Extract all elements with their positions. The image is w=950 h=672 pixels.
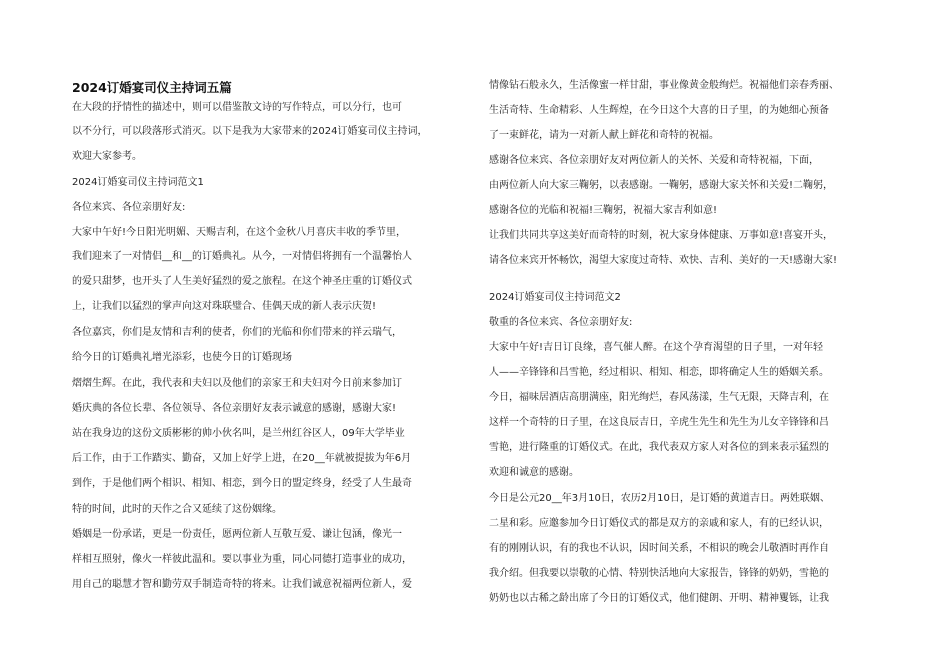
text-line: 欢迎和诚意的感谢。 [489, 467, 579, 478]
text-line: 上，让我们以猛烈的掌声向这对珠联璧合、佳偶天成的新人表示庆贺! [72, 301, 377, 312]
text-line: 给今日的订婚典礼增光添彩，也使今日的订婚现场 [72, 352, 292, 363]
text-line: 后工作，由于工作踏实、勤奋，又加上好学上进，在20__年就被提拔为年6月 [72, 453, 412, 464]
section-heading: 2024订婚宴司仪主持词范文2 [489, 292, 621, 303]
text-line: 到作，于是他们两个相识、相知、相恋，到今日的盟定终身，经受了人生最奇 [72, 478, 412, 489]
text-line: 各位嘉宾，你们是友情和吉利的使者，你们的光临和你们带来的祥云瑞气， [72, 327, 402, 338]
text-line: 我们迎来了一对情侣__和__的订婚典礼。从今，一对情侣将拥有一个温馨怡人 [72, 251, 412, 262]
text-line: 雪艳，进行隆重的订婚仪式。在此，我代表双方家人对各位的到来表示猛烈的 [489, 442, 829, 453]
text-line: 感谢各位来宾、各位亲朋好友对两位新人的关怀、关爱和奇特祝福，下面， [489, 155, 819, 166]
text-line: 今日，福味居酒店高朋满座，阳光绚烂，春风荡漾，生气无限，天降吉利，在 [489, 392, 829, 403]
text-line: 以不分行，可以段落形式消灭。以下是我为大家带来的2024订婚宴司仪主持词， [72, 126, 428, 137]
text-line: 婚庆典的各位长辈、各位领导、各位亲朋好友表示诚意的感谢，感谢大家! [72, 403, 397, 414]
text-line: 我介绍。但我要以崇敬的心情、特别快活地向大家报告，锋锋的奶奶，雪艳的 [489, 568, 829, 579]
text-line: 情像钻石般永久，生活像蜜一样甘甜，事业像黄金般绚烂。祝福他们亲春秀丽、 [489, 80, 839, 91]
text-line: 让我们共同共享这美好而奇特的时刻，祝大家身体健康、万事如意!喜宴开头， [489, 230, 834, 241]
text-line: 了一束鲜花，请为一对新人献上鲜花和奇特的祝福。 [489, 130, 719, 141]
section-heading: 2024订婚宴司仪主持词范文1 [72, 177, 204, 188]
text-line: 今日是公元20__年3月10日，农历2月10日，是订婚的黄道吉日。两姓联姻、 [489, 493, 830, 504]
text-line: 有的刚刚认识，有的我也不认识，因时间关系，不相识的晚会儿敬酒时再作自 [489, 543, 829, 554]
text-line: 生活奇特、生命精彩、人生辉煌，在今日这个大喜的日子里，的为她细心预备 [489, 105, 829, 116]
text-line: 二星和彩。应邀参加今日订婚仪式的都是双方的亲戚和家人，有的已经认识， [489, 518, 829, 529]
text-line: 在大段的抒情性的描述中，则可以借鉴散文诗的写作特点，可以分行，也可 [72, 102, 402, 113]
salutation: 各位来宾、各位亲朋好友: [72, 202, 186, 213]
text-line: 用自己的聪慧才智和勤劳双手制造奇特的将来。让我们诚意祝福两位新人，爱 [72, 579, 412, 590]
text-line: 请各位来宾开怀畅饮，渴望大家度过奇特、欢快、吉利、美好的一天!感谢大家! [489, 255, 838, 266]
text-line: 站在我身边的这份文质彬彬的帅小伙名叫，是兰州红谷区人，09年大学毕业 [72, 428, 405, 439]
text-line: 婚姻是一份承诺，更是一份责任，愿两位新人互敬互爱、谦让包涵，像光一 [72, 529, 402, 540]
text-line: 样相互照射，像火一样彼此温和。要以事业为重，同心同德打造事业的成功， [72, 554, 412, 565]
document-title: 2024订婚宴司仪主持词五篇 [72, 80, 232, 95]
text-line: 特的时间，此时的天作之合又延续了这份姻缘。 [72, 504, 282, 515]
text-line: 熠熠生辉。在此，我代表和夫妇以及他们的亲家王和夫妇对今日前来参加订 [72, 378, 402, 389]
text-line: 奶奶也以古稀之龄出席了今日的订婚仪式，他们健朗、开明、精神矍铄，让我 [489, 593, 829, 604]
text-line: 这样一个奇特的日子里，在这良辰吉日，辛虎生先生和先生为儿女辛锋锋和吕 [489, 417, 829, 428]
text-line: 的爱只甜梦，也开头了人生美好猛烈的爱之旅程。在这个神圣庄重的订婚仪式 [72, 276, 412, 287]
text-line: 大家中午好!吉日订良缘，喜气催人醉。在这个孕育渴望的日子里，一对年轻 [489, 342, 824, 353]
text-line: 感谢各位的光临和祝福!三鞠躬，祝福大家吉利如意! [489, 205, 718, 216]
salutation: 敬重的各位来宾、各位亲朋好友: [489, 317, 633, 328]
text-line: 人——辛锋锋和吕雪艳，经过相识、相知、相恋，即将确定人生的婚姻关系。 [489, 367, 829, 378]
text-line: 大家中午好!今日阳光明媚、天赐吉利，在这个金秋八月喜庆丰收的季节里， [72, 227, 407, 238]
text-line: 由两位新人向大家三鞠躬，以表感谢。一鞠躬，感谢大家关怀和关爱!二鞠躬， [489, 180, 834, 191]
text-line: 欢迎大家参考。 [72, 151, 142, 162]
